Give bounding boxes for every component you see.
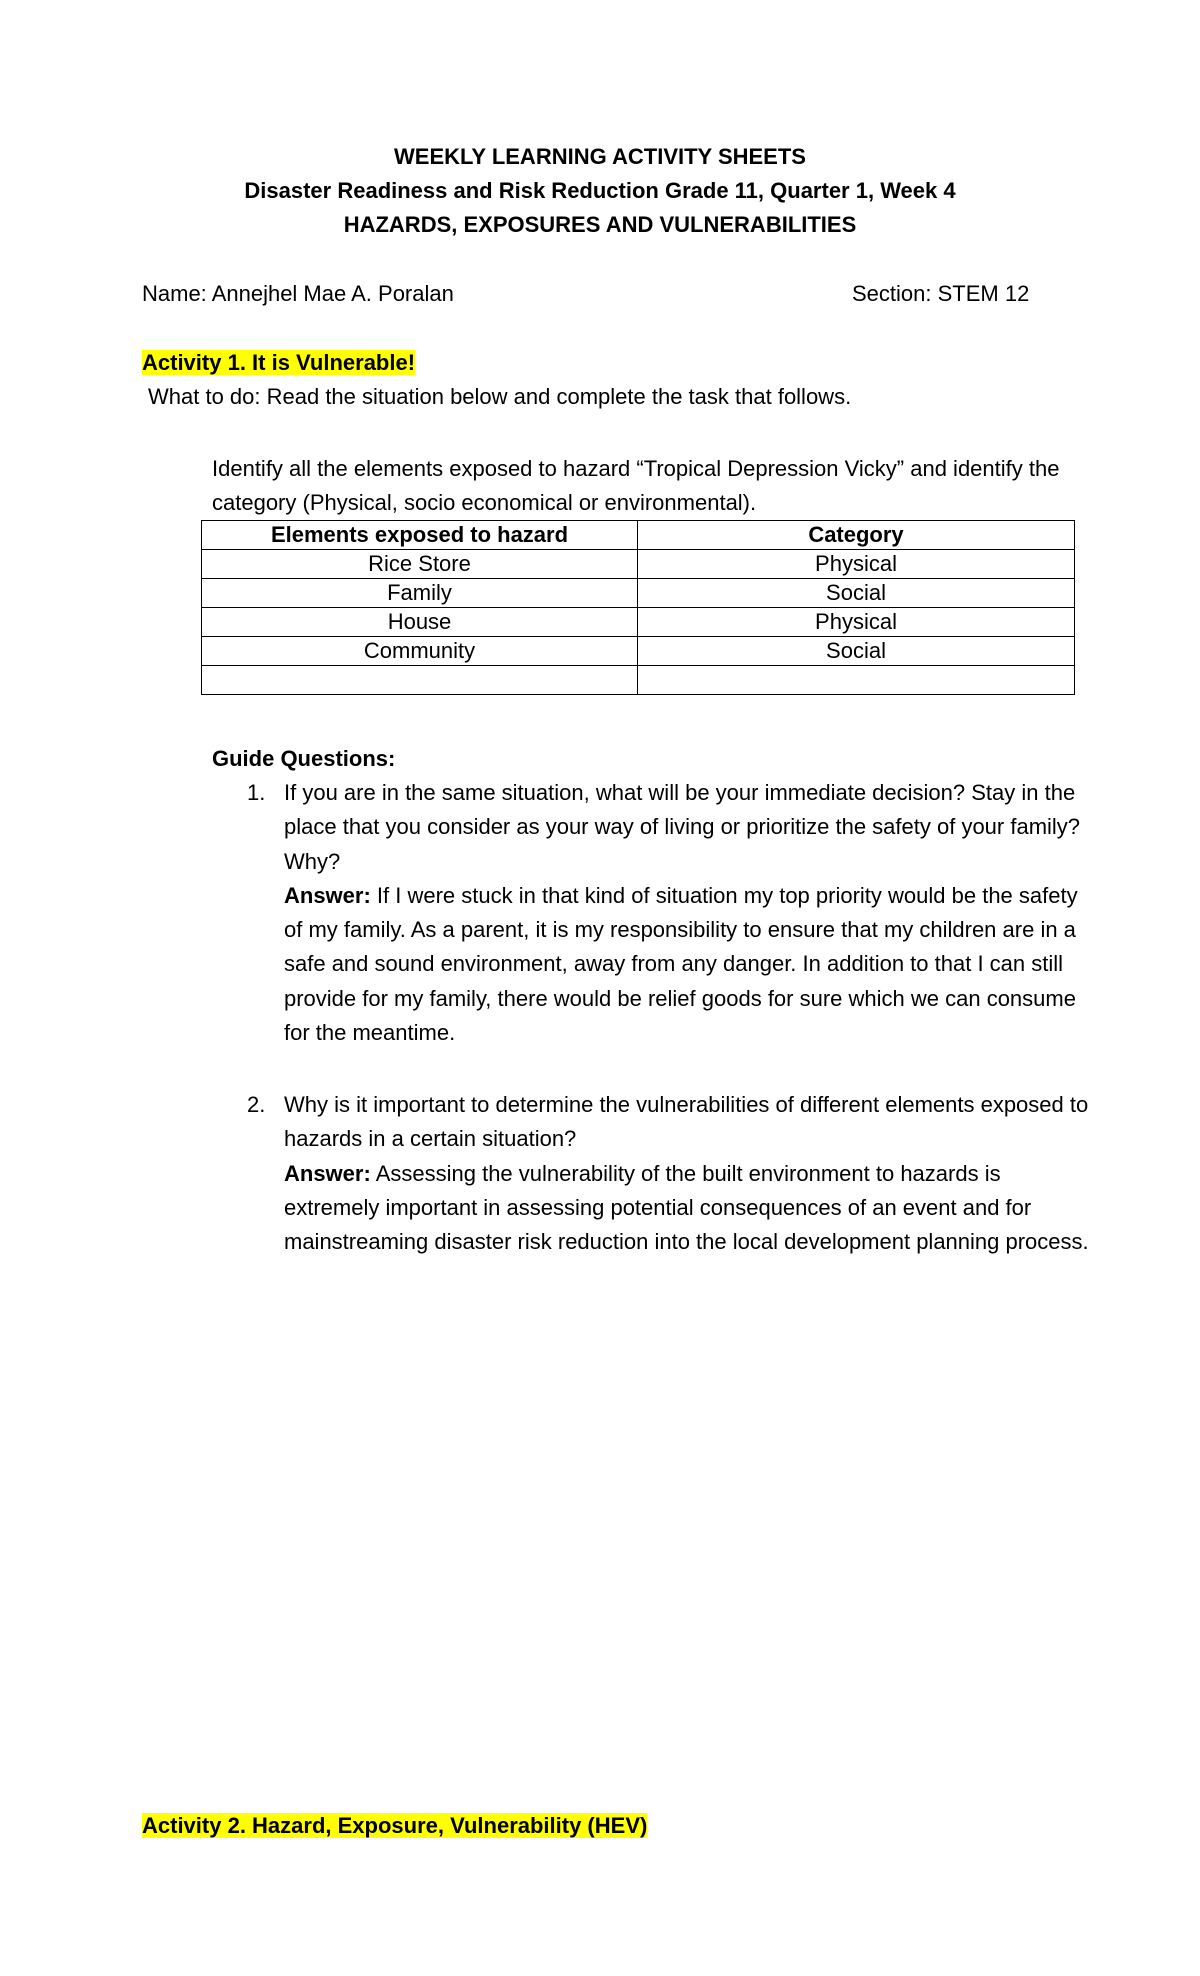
question-text: Why is it important to determine the vulnerabilities of different elements exposed to hazards in a certain situation? [284, 1092, 1089, 1152]
activity2-title [142, 1815, 647, 1837]
header-topic: HAZARDS, EXPOSURES AND VULNERABILITIES [343, 212, 857, 237]
table-cell-element [202, 666, 638, 695]
table-cell-element: House [202, 608, 638, 637]
table-header-category: Category [638, 521, 1075, 550]
table-header-row [202, 521, 1075, 550]
table-row [202, 637, 1075, 666]
table-cell-category: Physical [638, 608, 1075, 637]
table-cell-category [638, 666, 1075, 695]
answer-label: Answer: [284, 1160, 371, 1186]
activity1-title-text: Activity 1. It is Vulnerable! [142, 350, 416, 375]
answer-block [284, 1157, 1092, 1260]
table-header-elements: Elements exposed to hazard [202, 521, 638, 550]
guide-questions-title: Guide Questions: [212, 746, 396, 771]
header-title: WEEKLY LEARNING ACTIVITY SHEETS [394, 144, 806, 169]
activity1-title [142, 352, 415, 374]
answer-label: Answer: [284, 882, 371, 908]
answer-text: If I were stuck in that kind of situation my top priority would be the safety of my family. As a parent, it is my responsibility to ensure that my children are in a safe and sound environment, away from any danger. In addition to that I can still provide for my family, there would be relief goods for sure which we can consume for the meantime. [284, 882, 1078, 1046]
table-cell-category: Social [638, 637, 1075, 666]
table-cell-element: Community [202, 637, 638, 666]
activity1-instruction: Identify all the elements exposed to hazard “Tropical Depression Vicky” and identify the category (Physical, socio economical or environmental). [212, 456, 1060, 515]
table-row [202, 666, 1075, 695]
table-row [202, 608, 1075, 637]
student-name: Name: Annejhel Mae A. Poralan [142, 281, 454, 306]
table-cell-category: Physical [638, 550, 1075, 579]
table-cell-element: Family [202, 579, 638, 608]
student-section: Section: STEM 12 [852, 281, 1030, 306]
activity2-title-text: Activity 2. Hazard, Exposure, Vulnerability (HEV) [142, 1813, 648, 1838]
table-cell-category: Social [638, 579, 1075, 608]
question-number: 2. [247, 1092, 266, 1117]
question-text: If you are in the same situation, what will be your immediate decision? Stay in the place that you consider as your way of living or prioritize the safety of your family? Why? [284, 780, 1081, 874]
answer-block [284, 879, 1092, 1050]
table-row [202, 550, 1075, 579]
table-cell-element: Rice Store [202, 550, 638, 579]
question-number: 1. [247, 780, 266, 805]
header-subject: Disaster Readiness and Risk Reduction Grade 11, Quarter 1, Week 4 [244, 178, 956, 203]
question-2 [212, 1088, 1092, 1259]
table-row [202, 579, 1075, 608]
activity1-what-to-do: What to do: Read the situation below and complete the task that follows. [148, 384, 852, 409]
elements-table [201, 520, 1075, 695]
question-1 [212, 776, 1092, 1050]
answer-text: Assessing the vulnerability of the built environment to hazards is extremely important in assessing potential consequences of an event and for mainstreaming disaster risk reduction into the local development planning process. [284, 1160, 1089, 1255]
